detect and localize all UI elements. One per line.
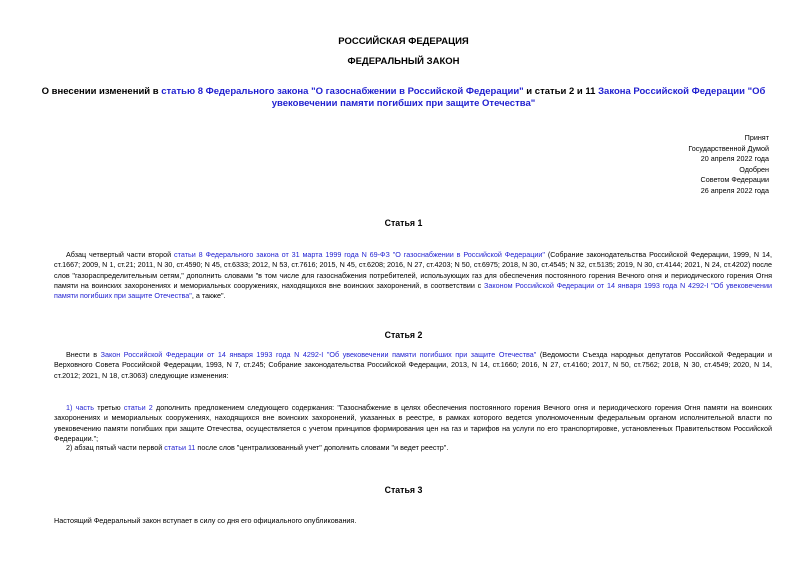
approved-date: 26 апреля 2022 года xyxy=(700,185,769,195)
paragraph-text: Абзац четвертый части второй xyxy=(66,250,175,259)
country-heading: РОССИЙСКАЯ ФЕДЕРАЦИЯ xyxy=(338,36,469,47)
paragraph-text: после слов "централизованный учет" дополнить словами "и ведет реестр". xyxy=(195,443,449,452)
adopted-date: 20 апреля 2022 года xyxy=(700,154,769,164)
adopted-body: Государственной Думой xyxy=(688,143,769,153)
article-2-intro-paragraph xyxy=(54,350,772,381)
paragraph-text: (Ведомости Съезда народных депутатов Российской Федерации и Верховного Совета Российской Федерации, 1993, N 7, ст.245; Собрание законодательства Российской Федерации, 2013, N 14, ст.1660; 2016, N 27, ст.4160; 2017, N 50, ст.7562; 2018, N 30, ст.4549; 2020, N 14, ст.2012; 2021, N 18, ст.3063) следующие изменения: xyxy=(54,350,772,380)
paragraph-text: 2) абзац пятый части первой xyxy=(66,443,165,452)
article-3-paragraph: Настоящий Федеральный закон вступает в силу со дня его официального опубликования. xyxy=(54,516,357,525)
link-article-11[interactable]: статьи 11 xyxy=(164,443,196,452)
paragraph-text: , а также". xyxy=(191,291,226,301)
link-part[interactable]: 1) часть xyxy=(66,403,94,412)
subject-prefix: О внесении изменений в xyxy=(41,86,162,97)
paragraph-text: Внести в xyxy=(66,350,101,359)
subject-middle: и статьи 2 и 11 xyxy=(523,86,599,97)
paragraph-text: (Собрание законодательства Российской Федерации, 1999, N 14, ст.1667; 2009, N 1, ст.21; 2011, N 30, ст.4590; N 45, ст.6333; 2012, N 53, ст.7616; 2015, N 45, ст.6208; 2016, N 27, ст.4203; N 50, ст.6975; 2018, N 30, ст.4545; N 32, ст.5135; 2019, N 30, ст.4144; 2021, N 24, ст.4202) после слов "газораспределительным сетям," дополнить словами "в том числе для газоснабжения потребителей, использующих газ для обеспечения постоянного горения Вечного огня и периодического горения Огня памяти на воинских захоронениях и мемориальных сооружениях, находящихся вне воинских захоронений, в соответствии с xyxy=(54,250,772,290)
article-2-item-2 xyxy=(54,443,772,453)
link-article-2[interactable]: статьи 2 xyxy=(123,403,153,412)
article-3-title: Статья 3 xyxy=(384,485,423,495)
adopted-label: Принят xyxy=(744,133,769,142)
law-type-heading: ФЕДЕРАЛЬНЫЙ ЗАКОН xyxy=(347,56,460,67)
article-2-title: Статья 2 xyxy=(384,330,423,340)
paragraph-text: дополнить предложением следующего содержания: "Газоснабжение в целях обеспечения постоянного горения Вечного огня и периодического горения Огня памяти на воинских захоронениях и мемориальных сооружениях, находящихся вне воинских захоронений, указанных в реестре, в рамках которого ведется уполномоченным федеральным органом исполнительной власти по увековечению памяти погибших при защите Отечества, осуществляется с учетом принципов формирования цен на газ и тарифов на услуги по его транспортировке, установленных Правительством Российской Федерации."; xyxy=(54,403,772,443)
link-memory-law-full[interactable]: Закон Российской Федерации от 14 января 1993 года N 4292-I "Об увековечении памяти погибших при защите Отечества" xyxy=(100,350,537,359)
approved-body: Советом Федерации xyxy=(700,175,769,185)
approved-label: Одобрен xyxy=(739,164,769,174)
link-memory-law[interactable]: Законом Российской Федерации от 14 января 1993 года N 4292-I "Об увековечении памяти погибших при защите Отечества" xyxy=(54,280,772,301)
link-article-8-gas-law[interactable]: статьи 8 Федерального закона от 31 марта 1999 года N 69-ФЗ "О газоснабжении в Российской Федерации" xyxy=(174,250,545,259)
article-1-title: Статья 1 xyxy=(384,218,423,228)
adoption-block xyxy=(688,133,769,197)
subject-link-memory-law[interactable]: Закона Российской Федерации "Об увековечении памяти погибших при защите Отечества" xyxy=(271,86,766,109)
article-1-paragraph xyxy=(54,250,772,301)
paragraph-text: третью xyxy=(93,403,124,412)
law-subject-title xyxy=(40,86,767,110)
article-2-item-1 xyxy=(54,403,772,444)
subject-link-gas-law[interactable]: статью 8 Федерального закона "О газоснабжении в Российской Федерации" xyxy=(161,86,524,97)
